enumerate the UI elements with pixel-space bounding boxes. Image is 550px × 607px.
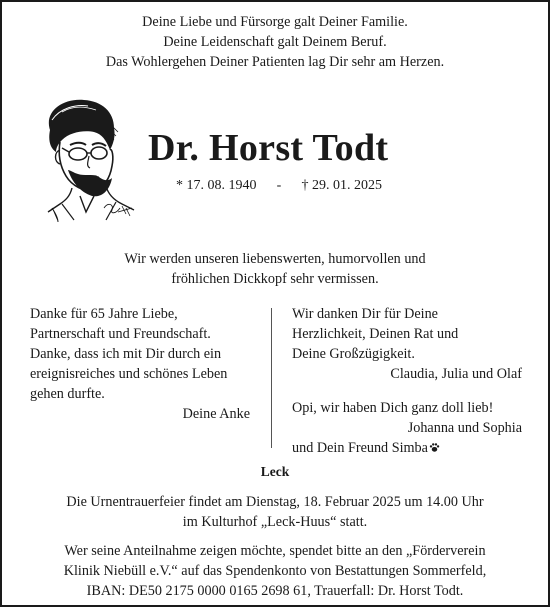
column-divider <box>271 308 272 448</box>
left-message-line: ereignisreiches und schönes Leben <box>30 366 228 382</box>
right-signature-grandchildren: Johanna und Sophia <box>407 420 522 436</box>
intro-text <box>2 12 548 72</box>
intro-line: Das Wohlergehen Deiner Patienten lag Dir sehr am Herzen. <box>105 54 445 70</box>
intro-line: Deine Liebe und Fürsorge galt Deiner Familie. <box>142 14 408 30</box>
pet-signature-text: und Dein Freund Simba <box>292 440 428 456</box>
right-signature-family: Claudia, Julia und Olaf <box>390 366 522 382</box>
birth-date: * 17. 08. 1940 <box>176 178 257 193</box>
left-message-line: Partnerschaft und Freundschaft. <box>30 326 211 342</box>
place-name: Leck <box>260 464 290 479</box>
right-message-line: Herzlichkeit, Deinen Rat und <box>292 326 459 342</box>
left-message-line: Danke für 65 Jahre Liebe, <box>30 306 178 322</box>
left-message <box>30 304 250 424</box>
funeral-line: im Kulturhof „Leck-Huus“ statt. <box>182 514 368 530</box>
intro-line: Deine Leidenschaft galt Deinem Beruf. <box>163 34 387 50</box>
funeral-line: Die Urnentrauerfeier findet am Dienstag, 18. Februar 2025 um 14.00 Uhr <box>66 494 484 510</box>
motto-line: Wir werden unseren liebenswerten, humorvollen und <box>124 251 426 267</box>
deceased-name: Dr. Horst Todt <box>148 127 389 169</box>
right-message-line: Deine Großzügigkeit. <box>292 346 415 362</box>
left-signature: Deine Anke <box>182 406 250 422</box>
death-date: † 29. 01. 2025 <box>301 178 382 193</box>
donation-info <box>2 541 548 601</box>
portrait-sketch-icon <box>22 90 140 222</box>
right-message-line: Opi, wir haben Dich ganz doll lieb! <box>292 400 494 416</box>
paw-icon <box>429 442 440 453</box>
left-message-line: Danke, dass ich mit Dir durch ein <box>30 346 222 362</box>
right-message-line: Wir danken Dir für Deine <box>292 306 438 322</box>
donation-line: Klinik Niebüll e.V.“ auf das Spendenkonto von Bestattungen Sommerfeld, <box>63 563 487 579</box>
right-message <box>292 304 522 458</box>
donation-line: Wer seine Anteilnahme zeigen möchte, spendet bitte an den „Förderverein <box>64 543 486 559</box>
motto-line: fröhlichen Dickkopf sehr vermissen. <box>171 271 379 287</box>
donation-line: IBAN: DE50 2175 0000 0165 2698 61, Trauerfall: Dr. Horst Todt. <box>86 583 464 599</box>
funeral-info <box>2 492 548 532</box>
right-signature-pet <box>292 438 522 458</box>
life-dates <box>176 178 382 194</box>
spacer <box>292 384 522 398</box>
motto-text <box>2 249 548 289</box>
left-message-line: gehen durfte. <box>30 386 105 402</box>
date-separator: - <box>276 178 282 193</box>
